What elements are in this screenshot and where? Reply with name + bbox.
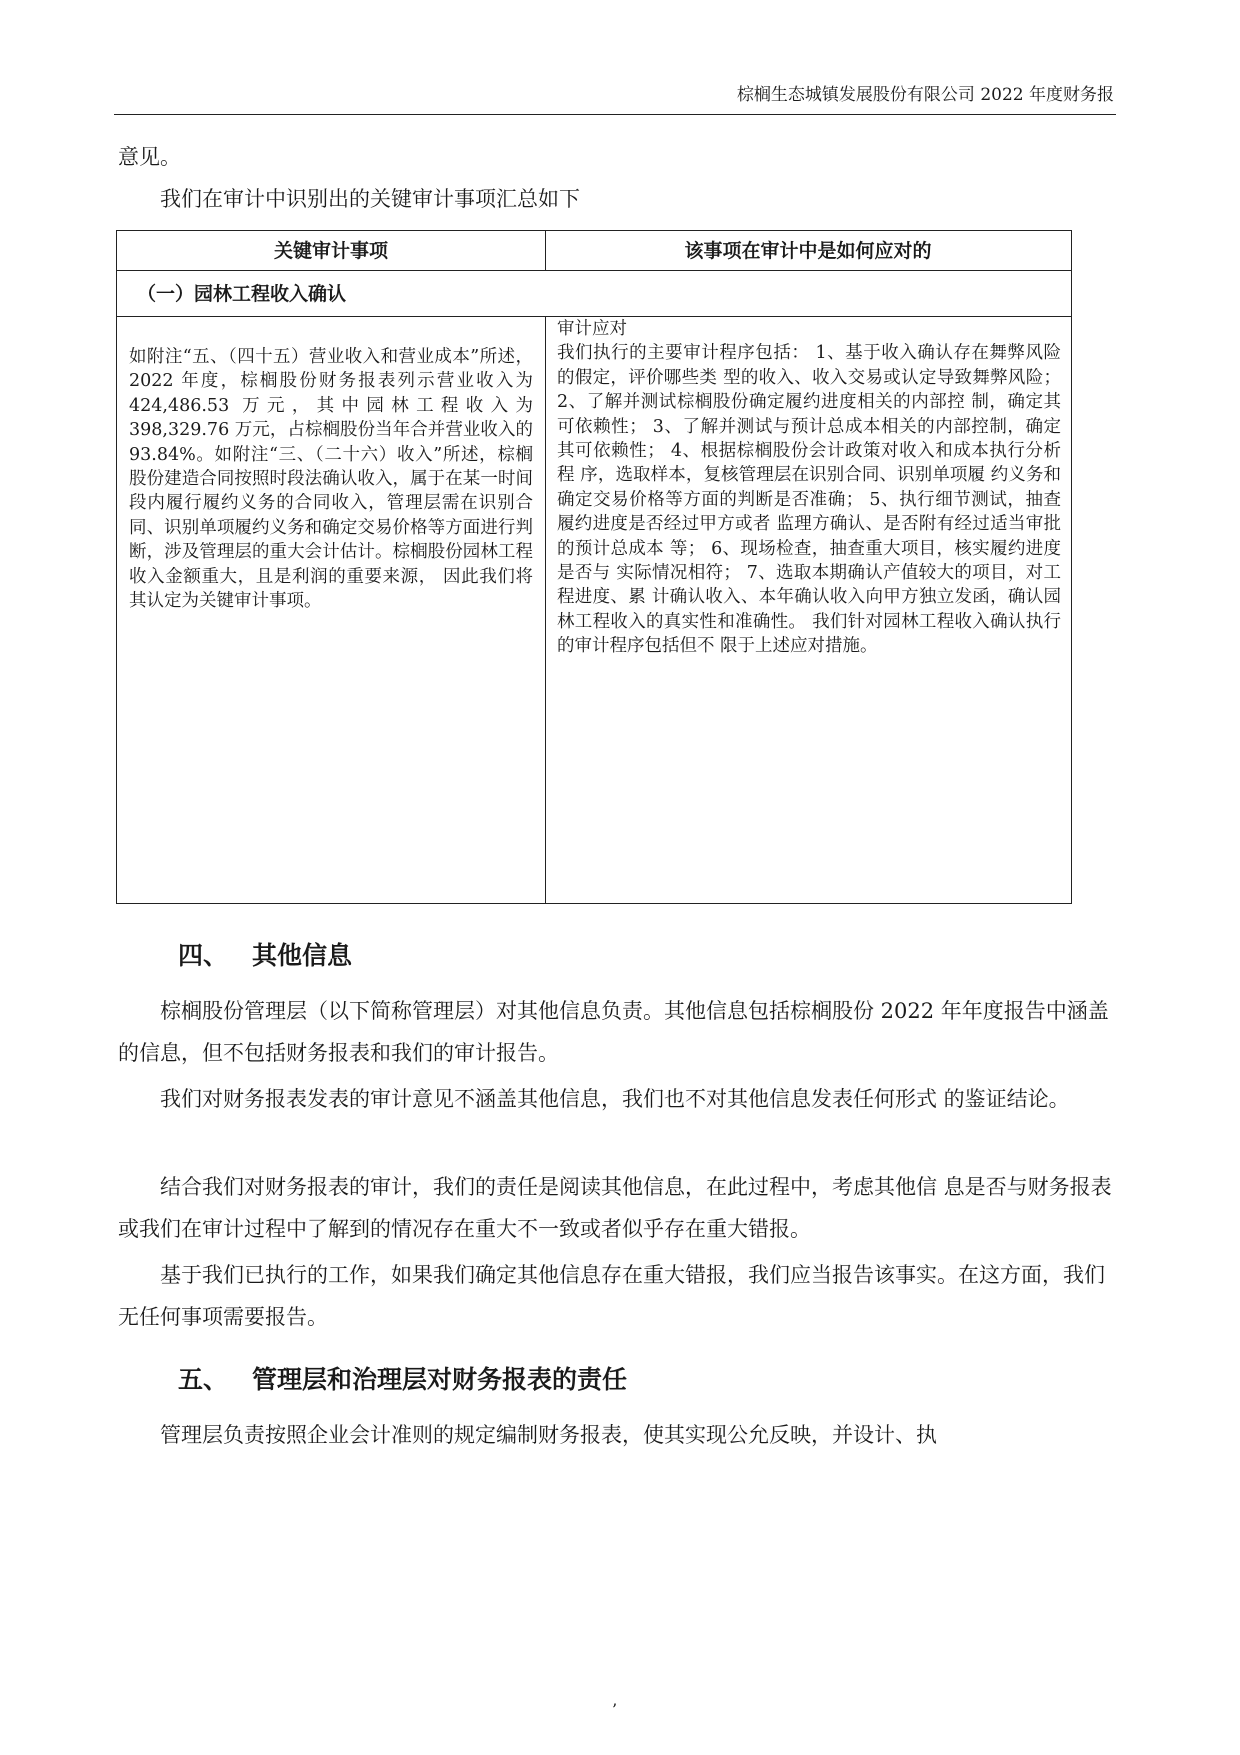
intro-line-2: 我们在审计中识别出的关键审计事项汇总如下 <box>160 187 580 211</box>
section-4-paragraph-1: 棕榈股份管理层（以下简称管理层）对其他信息负责。其他信息包括棕榈股份 2022 年年度报告中涵盖的信息，但不包括财务报表和我们的审计报告。 <box>118 999 1109 1065</box>
key-audit-matters-table <box>116 230 1072 904</box>
table-header-response: 该事项在审计中是如何应对的 <box>684 240 932 262</box>
section-4-heading <box>178 936 352 976</box>
header-rule <box>114 114 1116 115</box>
section-5-number: 五、 <box>178 1365 229 1394</box>
section-4-paragraph-2: 我们对财务报表发表的审计意见不涵盖其他信息，我们也不对其他信息发表任何形式 的鉴证结论。 <box>160 1087 1070 1111</box>
audit-response-cell <box>557 317 1061 659</box>
table-header-key-matter: 关键审计事项 <box>273 240 388 262</box>
table-category-row <box>117 271 1071 317</box>
page-footer-mark: ’ <box>612 1700 618 1719</box>
page-header: 棕榈生态城镇发展股份有限公司 2022 年度财务报 <box>736 85 1114 105</box>
section-4-paragraph-4: 基于我们已执行的工作，如果我们确定其他信息存在重大错报，我们应当报告该事实。在这方面，我们无任何事项需要报告。 <box>118 1263 1105 1329</box>
section-4-title: 其他信息 <box>252 941 353 970</box>
section-4-number: 四、 <box>178 941 229 970</box>
audit-response-text: 我们执行的主要审计程序包括： 1、基于收入确认存在舞弊风险的假定，评价哪些类 型的收入、收入交易或认定导致舞弊风险； 2、了解并测试棕榈股份确定履约进度相关的内部控 制，确定其可依赖性； 3、了解并测试与预计总成本相关的内部控制，确定其可依赖性； 4、根据棕榈股份会计政策对收入和成本执行分析程 序，选取样本，复核管理层在识别合同、识别单项履 约义务和确定交易价格等方面的判断是否准确； 5、执行细节测试，抽查履约进度是否经过甲方或者 监理方确认、是否附有经过适当审批的预计总成本 等； 6、现场检查，抽查重大项目，核实履约进度是否与 实际情况相符； 7、选取本期确认产值较大的项目，对工程进度、累 计确认收入、本年确认收入向甲方独立发函，确认园 林工程收入的真实性和准确性。 我们针对园林工程收入确认执行的审计程序包括但不 限于上述应对措施。 <box>557 343 1061 657</box>
table-divider <box>545 317 546 903</box>
table-header-row <box>117 231 1071 271</box>
section-5-heading <box>178 1360 627 1400</box>
audit-response-title: 审计应对 <box>557 319 627 339</box>
section-5-paragraph-1: 管理层负责按照企业会计准则的规定编制财务报表，使其实现公允反映，并设计、执 <box>160 1423 937 1447</box>
table-category-label: （一）园林工程收入确认 <box>137 283 347 305</box>
key-matter-description: 如附注“五、（四十五）营业收入和营业成本”所述，2022 年度，棕榈股份财务报表列示营业收入为 424,486.53 万元，其中园林工程收入为 398,329.76 万元，占棕榈股份当年合并营业收入的 93.84%。如附注“三、（二十六）收入”所述，棕榈股份建造合同按照时段法确认收入，属于在某一时间段内履行履约义务的合同收入，管理层需在识别合同、识别单项履约义务和确定交易价格等方面进行判断，涉及管理层的重大会计估计。棕榈股份园林工程收入金额重大，且是利润的重要来源， 因此我们将其认定为关键审计事项。 <box>129 347 533 612</box>
intro-line-1: 意见。 <box>118 145 181 169</box>
table-divider <box>545 231 546 271</box>
section-4-paragraph-3: 结合我们对财务报表的审计，我们的责任是阅读其他信息，在此过程中，考虑其他信 息是否与财务报表或我们在审计过程中了解到的情况存在重大不一致或者似乎存在重大错报。 <box>118 1175 1112 1241</box>
section-5-title: 管理层和治理层对财务报表的责任 <box>252 1365 628 1394</box>
